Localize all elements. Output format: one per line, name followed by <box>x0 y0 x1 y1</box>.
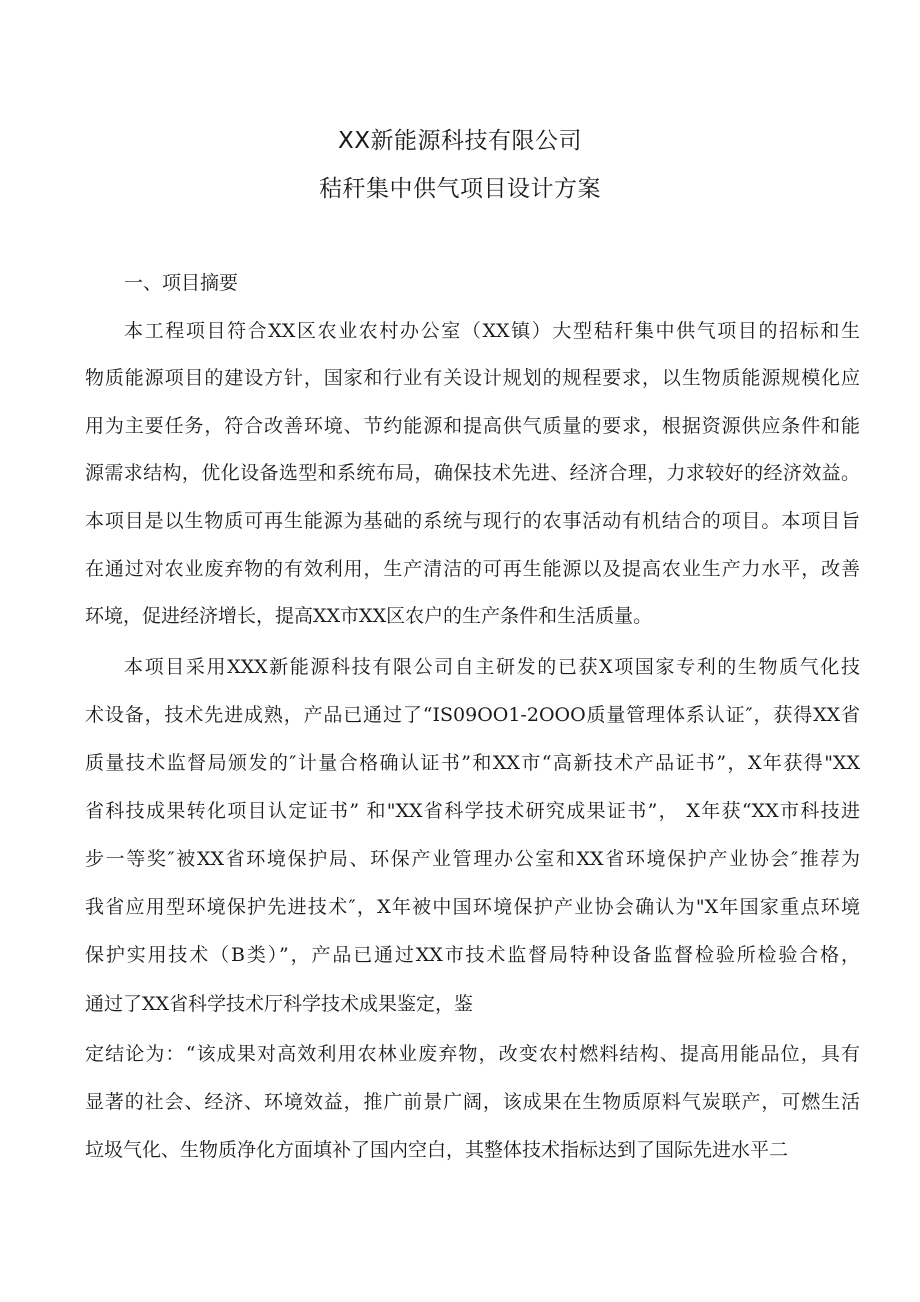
paragraph-line: 在通过对农业废弃物的有效利用，生产清洁的可再生能源以及提高农业生产力水平，改善 <box>85 558 860 580</box>
paragraph-line: 保护实用技术（B类）”，产品已通过XX市技术监督局特种设备监督检验所检验合格， <box>85 944 860 966</box>
paragraph-line: 用为主要任务，符合改善环境、节约能源和提高供气质量的要求，根据资源供应条件和能 <box>85 415 860 437</box>
paragraph-line: 步一等奖″被XX省环境保护局、环保产业管理办公室和XX省环境保护产业协会″推荐为 <box>85 848 860 870</box>
paragraph-line: 我省应用型环境保护先进技术″，X年被中国环境保护产业协会确认为"X年国家重点环境 <box>85 896 860 918</box>
paragraph-line: 通过了XX省科学技术厅科学技术成果鉴定，鉴 <box>85 993 474 1015</box>
paragraph-line: 术设备，技术先进成熟，产品已通过了“IS09OO1-2OOO质量管理体系认证″，获得XX省 <box>85 704 860 726</box>
paragraph-line: 省科技成果转化项目认定证书” 和"XX省科学技术研究成果证书”， X年获“XX市科技进 <box>85 800 860 822</box>
section-heading: 一、项目摘要 <box>124 272 239 294</box>
paragraph-line: 本工程项目符合XX区农业农村办公室（XX镇）大型秸秆集中供气项目的招标和生 <box>124 320 860 342</box>
paragraph-line: 显著的社会、经济、环境效益，推广前景广阔，该成果在生物质原料气炭联产，可燃生活 <box>85 1091 860 1113</box>
paragraph-line: 本项目是以生物质可再生能源为基础的系统与现行的农事活动有机结合的项目。本项目旨 <box>85 510 860 532</box>
paragraph-line: 物质能源项目的建设方针，国家和行业有关设计规划的规程要求，以生物质能源规模化应 <box>85 367 860 389</box>
paragraph-line: 源需求结构，优化设备选型和系统布局，确保技术先进、经济合理，力求较好的经济效益。 <box>85 462 860 484</box>
document-subtitle: 秸秆集中供气项目设计方案 <box>319 176 601 202</box>
paragraph-line: 质量技术监督局颁发的″计量合格确认证书”和XX市“高新技术产品证书”，X年获得"XX <box>85 752 860 774</box>
paragraph-line: 环境，促进经济增长，提高XX市XX区农户的生产条件和生活质量。 <box>85 605 653 627</box>
document-title: XX新能源科技有限公司 <box>337 128 582 154</box>
paragraph-line: 定结论为：“该成果对高效利用农林业废弃物，改变农村燃料结构、提高用能品位，具有 <box>85 1043 860 1065</box>
paragraph-line: 本项目采用XXX新能源科技有限公司自主研发的已获X项国家专利的生物质气化技 <box>124 656 860 678</box>
paragraph-line: 垃圾气化、生物质净化方面填补了国内空白，其整体技术指标达到了国际先进水平二 <box>85 1139 789 1161</box>
